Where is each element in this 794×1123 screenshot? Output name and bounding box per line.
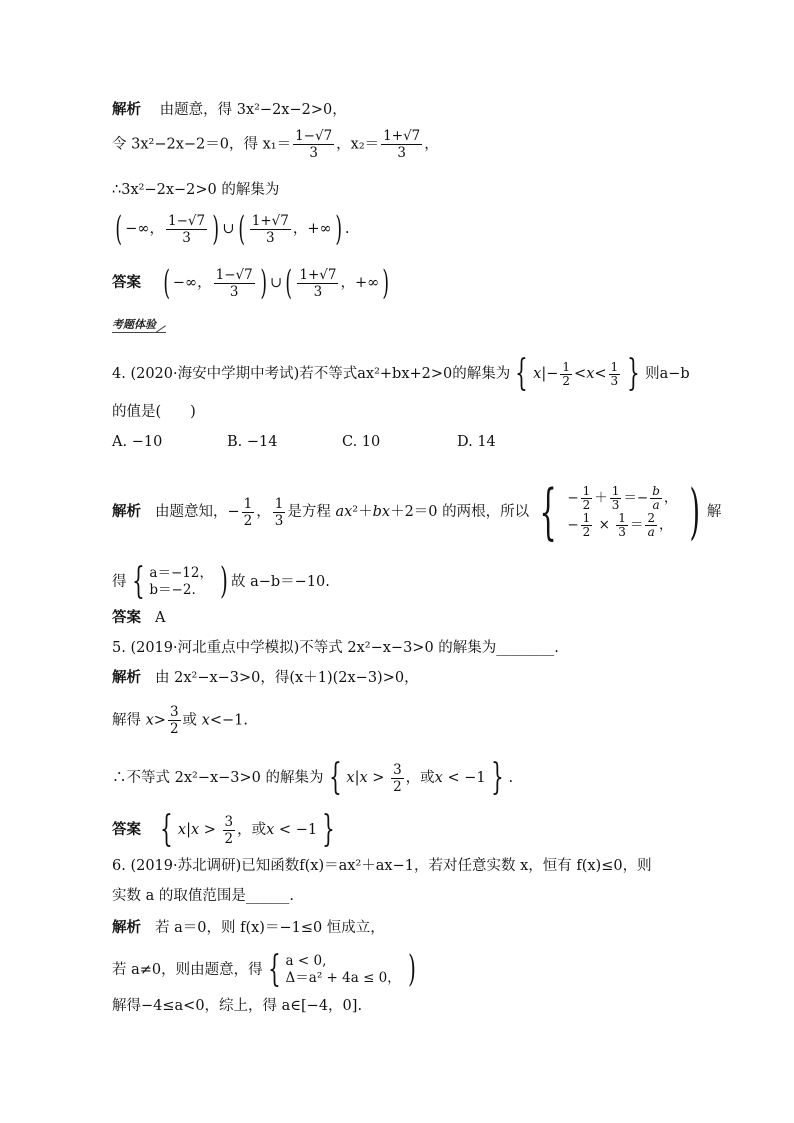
- answer-line-prev: 答案 ( −∞， $\frac{1-√7}{3}$ ) ∪( $\frac{1+√7}{3}$ ，+∞): [112, 263, 390, 303]
- analysis-text: 由题意，得 3x²−2x−2>0，: [159, 102, 347, 118]
- answer-label: 答案: [112, 275, 141, 291]
- question-5-stem: 5. (2019·河北重点中学模拟)不等式 2x²−x−3>0 的解集为________.: [112, 640, 559, 656]
- root-x1-fraction: $\frac{1-√7}{3}$: [295, 128, 333, 161]
- question-6-stem-1: 6. (2019·苏北调研)已知函数f(x)＝ax²＋ax−1，若对任意实数 x，恒有 f(x)≤0，则: [112, 858, 652, 874]
- question-6-final: 解得−4≤a<0，综上，得 a∈[−4，0].: [112, 998, 363, 1014]
- option-a: A. −10: [112, 434, 163, 450]
- question-6-analysis-1: 解析 若 a＝0，则 f(x)＝−1≤0 恒成立，: [112, 920, 385, 936]
- question-4-options: [112, 432, 572, 452]
- analysis-line-1: [112, 100, 347, 120]
- question-5-conclusion: ∴不等式 2x²−x−3>0 的解集为 { x|x > $\frac{3}{2}$ ，或x < −1 } .: [112, 757, 514, 798]
- question-4-stem: 4. (2020·海安中学期中考试)若不等式ax²+bx+2>0的解集为 { x|− $\frac{1}{2}$ <x< $\frac{1}{3}$ } 则a−b: [112, 353, 690, 394]
- question-4-solution: 得 { a＝−12， b＝−2. ) 故 a−b＝−10.: [112, 561, 330, 602]
- option-d: D. 14: [457, 434, 496, 450]
- root-x2-fraction: $\frac{1+√7}{3}$: [383, 128, 421, 161]
- question-5-solve: 解得 x> $\frac{3}{2}$ 或 x<−1.: [112, 704, 248, 737]
- x2-label: ，x₂＝: [336, 136, 380, 153]
- question-4-analysis: 解析 由题意知，− $\frac{1}{2}$ ， $\frac{1}{3}$ 是方程 ax²＋bx＋2＝0 的两根，所以 { − $\frac{1}{2}$ ＋ $\frac{1}{3}$ ＝− $\frac{b}{a}$ ， − $\frac{1}{2}$ × $\frac{1}{3}$ ＝ $\frac{2}{a}$ ， ) 解: [112, 477, 722, 547]
- roots-line: 令 3x²−2x−2＝0，得 x₁＝ $\frac{1-√7}{3}$ ，x₂＝ $\frac{1+√7}{3}$ ，: [112, 128, 439, 161]
- question-4-answer: 答案 A: [112, 610, 166, 626]
- option-c: C. 10: [342, 434, 381, 450]
- question-6-analysis-2: 若 a≠0，则由题意，得 { a < 0, Δ＝a² + 4a ≤ 0， ): [112, 949, 416, 990]
- analysis-label: 解析: [112, 102, 141, 118]
- solution-interval: ( −∞， $\frac{1-√7}{3}$ ) ∪( $\frac{1+√7}{3}$ ，+∞) .: [115, 209, 350, 249]
- question-5-answer: 答案 { x|x > $\frac{3}{2}$ ，或x < −1 }: [112, 809, 335, 850]
- solution-set-intro: ∴3x²−2x−2>0 的解集为: [112, 182, 280, 198]
- section-badge: 考题体验: [112, 316, 166, 333]
- roots-prefix: 令 3x²−2x−2＝0，得 x₁＝: [112, 136, 292, 153]
- question-6-stem-2: 实数 a 的取值范围是______.: [112, 888, 294, 904]
- question-4-stem-2: 的值是( ): [112, 404, 196, 420]
- option-b: B. −14: [227, 434, 278, 450]
- question-5-analysis: 解析 由 2x²−x−3>0，得(x＋1)(2x−3)>0，: [112, 670, 419, 686]
